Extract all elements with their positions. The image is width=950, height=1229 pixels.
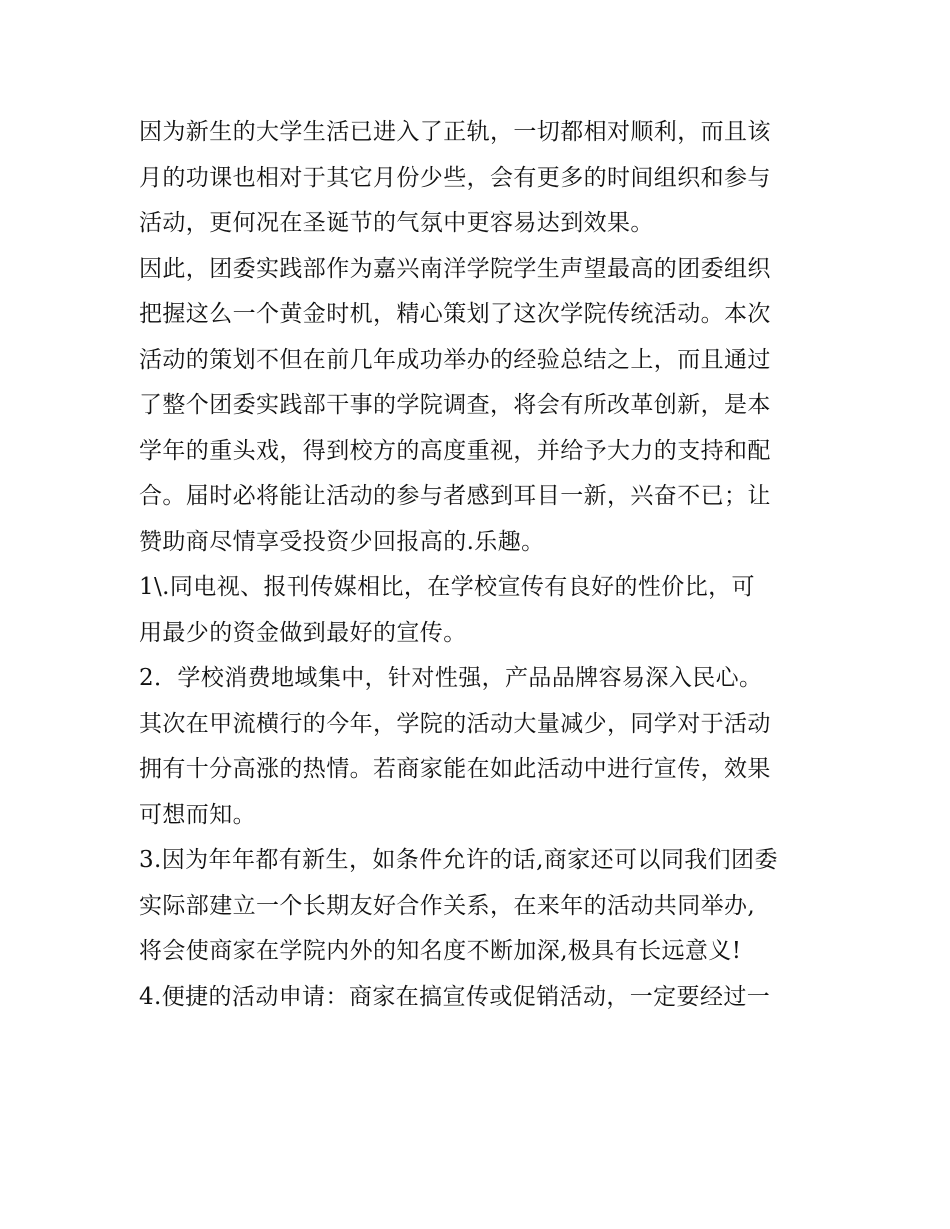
text-line: 实际部建立一个长期友好合作关系，在来年的活动共同举办, [139, 892, 756, 919]
text-line: 月的功课也相对于其它月份少些，会有更多的时间组织和参与 [139, 164, 771, 191]
text-line: 赞助商尽情享受投资少回报高的.乐趣。 [139, 528, 545, 555]
text-line: 用最少的资金做到最好的宣传。 [139, 619, 467, 646]
document-body [139, 110, 819, 1020]
text-line: 合。届时必将能让活动的参与者感到耳目一新，兴奋不已；让 [139, 483, 771, 509]
text-line: 可想而知。 [139, 801, 256, 828]
text-line: 1\.同电视、报刊传媒相比，在学校宣传有良好的性价比，可 [139, 574, 755, 600]
text-line: 活动，更何况在圣诞节的气氛中更容易达到效果。 [139, 210, 654, 236]
text-line: 因为新生的大学生活已进入了正轨，一切都相对顺利，而且该 [139, 119, 771, 145]
text-line: 因此，团委实践部作为嘉兴南洋学院学生声望最高的团委组织 [139, 255, 771, 282]
text-line: 4.便捷的活动申请：商家在搞宣传或促销活动，一定要经过一 [139, 983, 771, 1010]
text-line: 学年的重头戏，得到校方的高度重视，并给予大力的支持和配 [139, 437, 771, 464]
text-line: 拥有十分高涨的热情。若商家能在如此活动中进行宣传，效果 [139, 756, 771, 782]
text-line: 了整个团委实践部干事的学院调查，将会有所改革创新，是本 [139, 392, 771, 418]
text-line: 2．学校消费地域集中，针对性强，产品品牌容易深入民心。 [139, 665, 763, 691]
text-line: 其次在甲流横行的今年，学院的活动大量减少，同学对于活动 [139, 710, 771, 737]
text-line: 3.因为年年都有新生，如条件允许的话,商家还可以同我们团委 [139, 847, 778, 873]
text-line: 将会使商家在学院内外的知名度不断加深,极具有长远意义! [139, 938, 742, 964]
text-line: 把握这么一个黄金时机，精心策划了这次学院传统活动。本次 [139, 301, 771, 327]
text-line: 活动的策划不但在前几年成功举办的经验总结之上，而且通过 [139, 346, 771, 373]
